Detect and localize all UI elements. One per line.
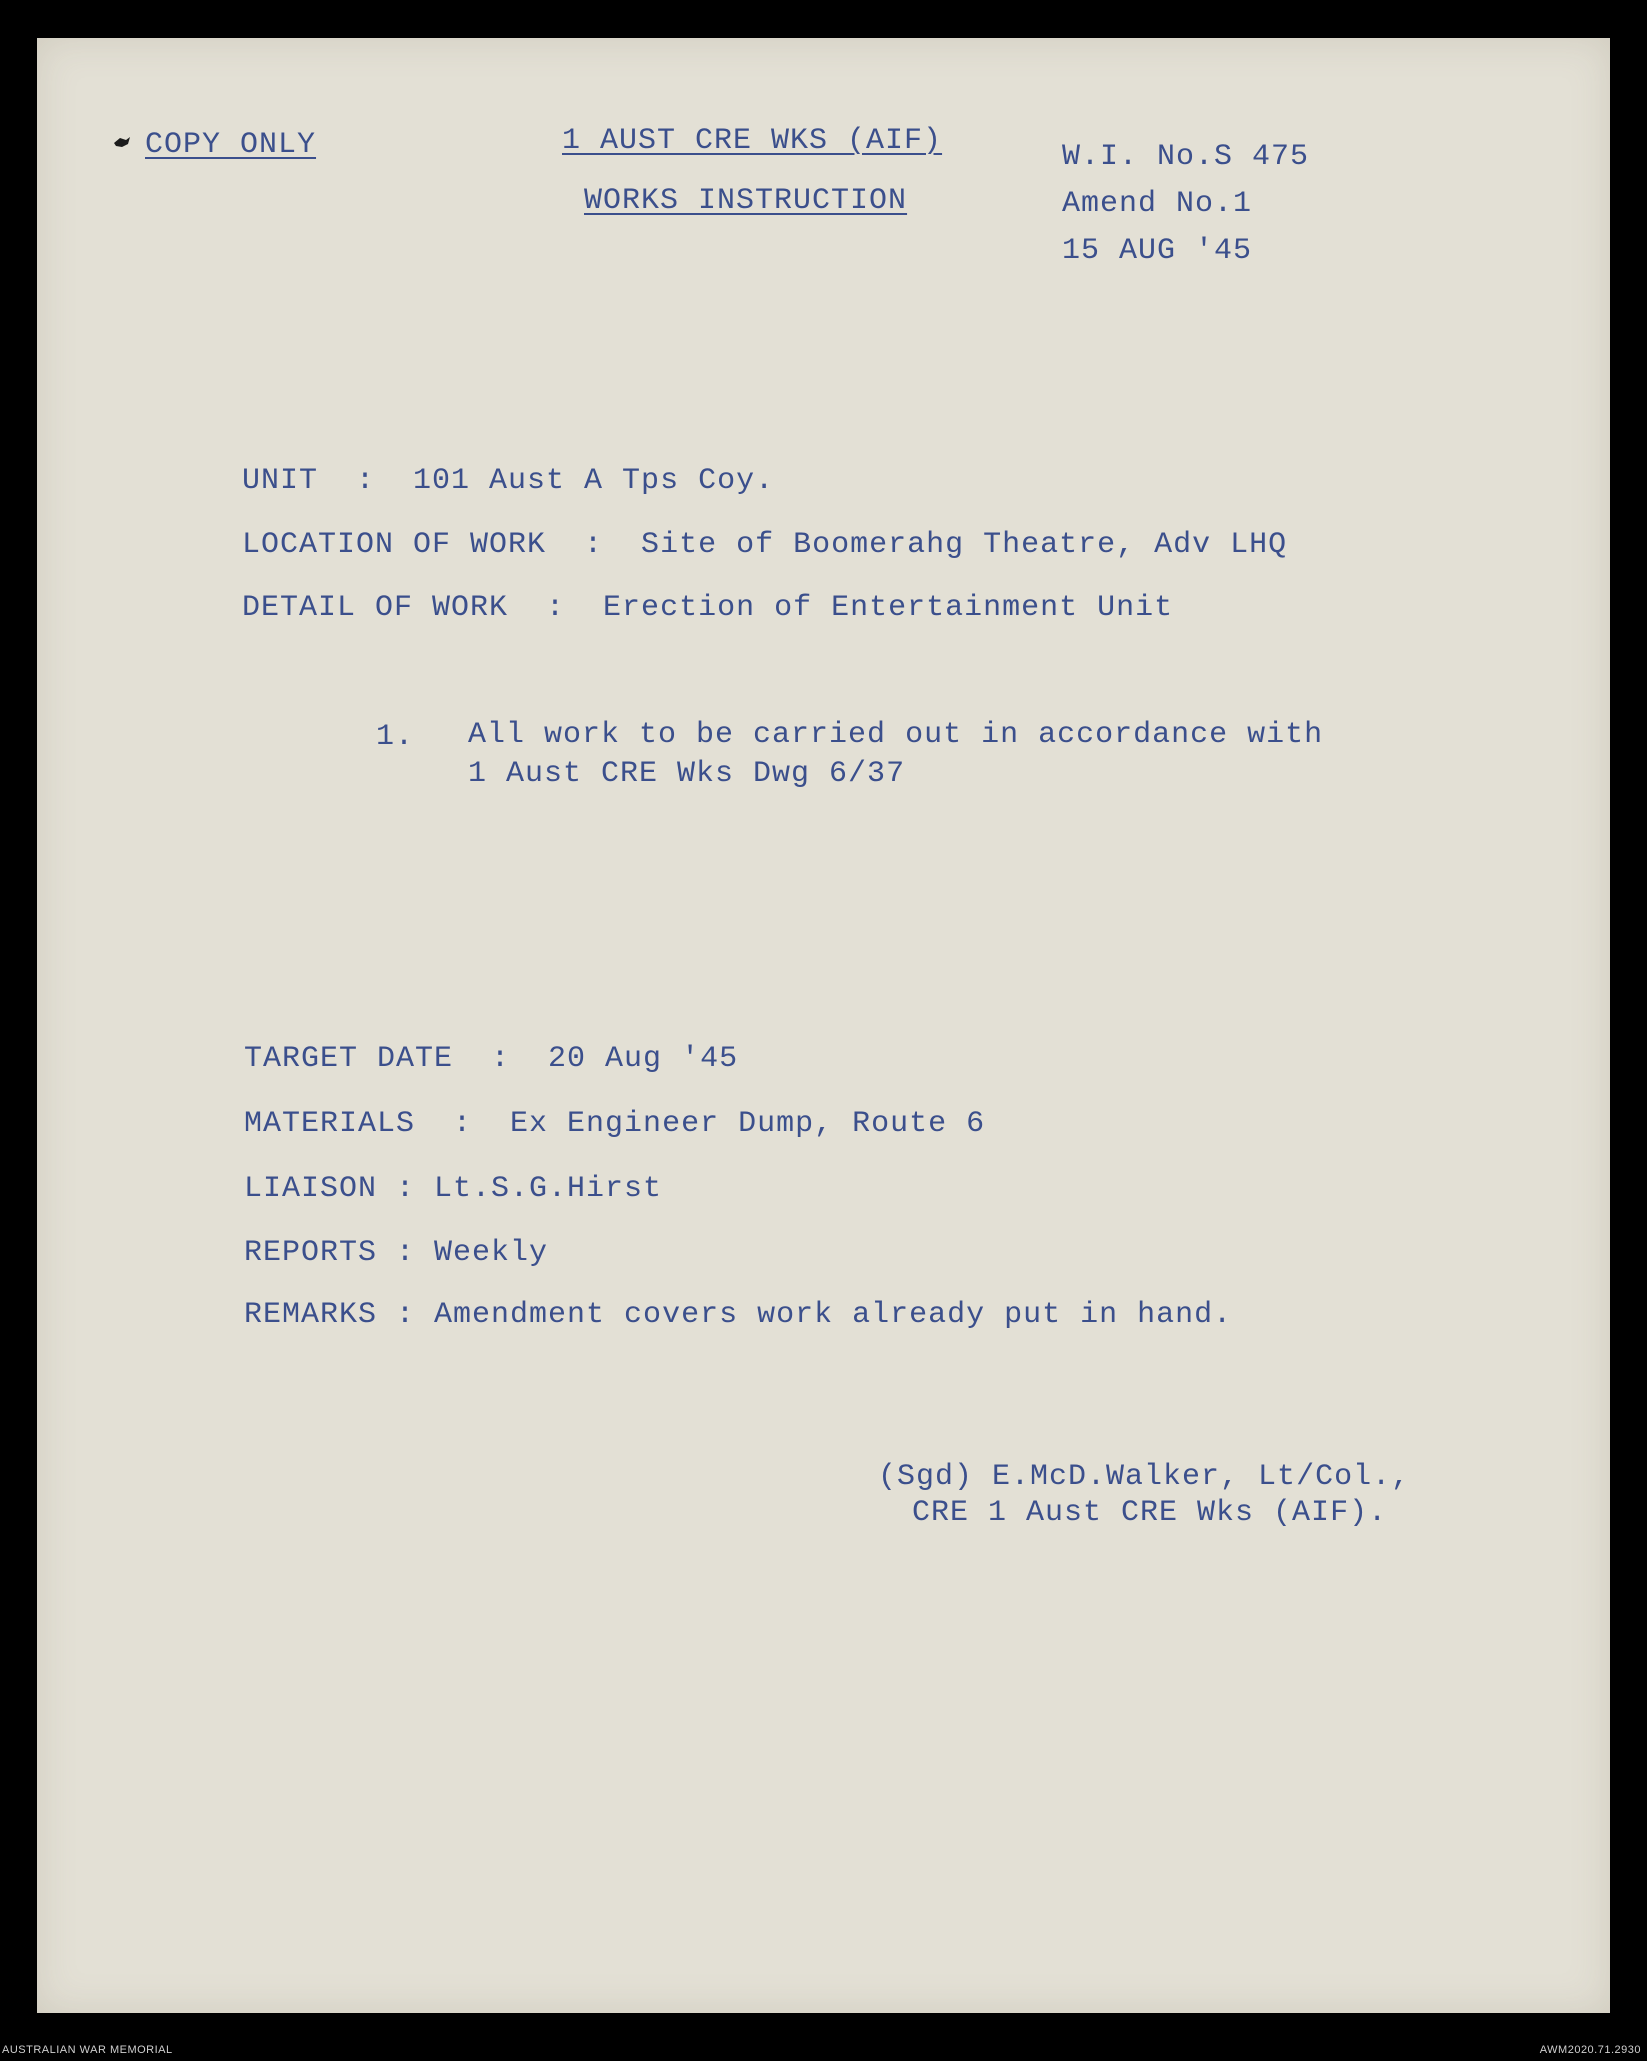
item-text-line-1: All work to be carried out in accordance with (468, 718, 1324, 752)
document-date: 15 AUG '45 (1062, 234, 1253, 268)
location-field: LOCATION OF WORK : Site of Boomerahg Theatre, Adv LHQ (242, 528, 1288, 562)
document-page (37, 38, 1610, 2013)
amendment-number: Amend No.1 (1062, 187, 1253, 221)
target-date-field: TARGET DATE : 20 Aug '45 (244, 1042, 739, 1076)
footer-archive-name: AUSTRALIAN WAR MEMORIAL (2, 2044, 173, 2056)
remarks-field: REMARKS : Amendment covers work already put in hand. (244, 1298, 1233, 1332)
document-title: 1 AUST CRE WKS (AIF) (562, 124, 943, 158)
signature-line-1: (Sgd) E.McD.Walker, Lt/Col., (878, 1460, 1411, 1494)
footer-accession-number: AWM2020.71.2930 (1539, 2044, 1641, 2056)
item-text-line-2: 1 Aust CRE Wks Dwg 6/37 (468, 757, 906, 791)
document-subtitle: WORKS INSTRUCTION (584, 184, 908, 218)
reports-field: REPORTS : Weekly (244, 1236, 549, 1270)
detail-field: DETAIL OF WORK : Erection of Entertainment Unit (242, 591, 1174, 625)
reference-number: W.I. No.S 475 (1062, 140, 1310, 174)
materials-field: MATERIALS : Ex Engineer Dump, Route 6 (244, 1107, 986, 1141)
item-number: 1. (376, 720, 415, 754)
liaison-field: LIAISON : Lt.S.G.Hirst (244, 1172, 663, 1206)
paper-hole-mark (112, 135, 132, 149)
copy-only-label: COPY ONLY (145, 128, 317, 162)
signature-line-2: CRE 1 Aust CRE Wks (AIF). (912, 1496, 1388, 1530)
unit-field: UNIT : 101 Aust A Tps Coy. (242, 464, 775, 498)
